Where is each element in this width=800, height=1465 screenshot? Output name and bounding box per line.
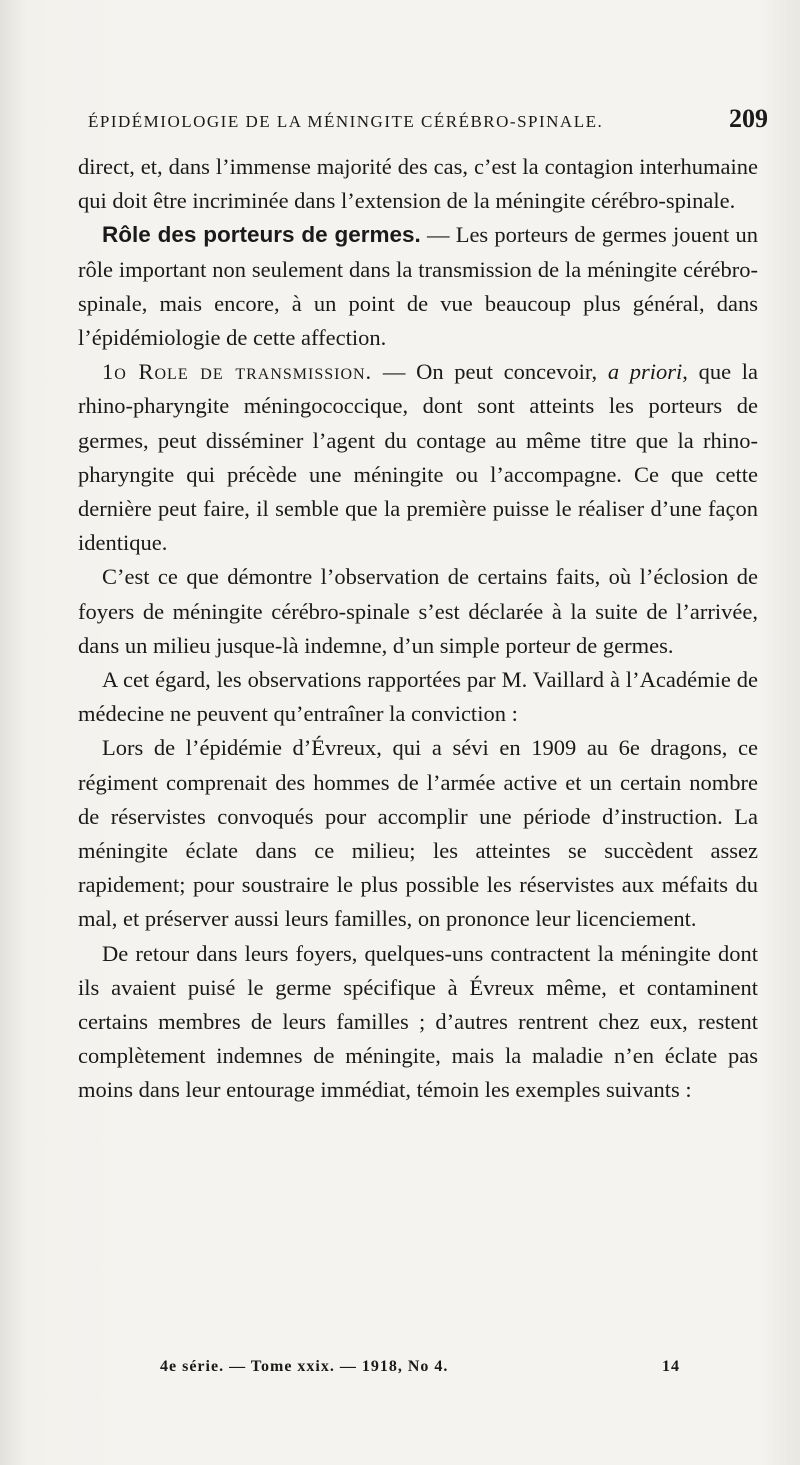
section-heading: Rôle des porteurs de germes.: [102, 222, 421, 248]
paragraph: De retour dans leurs foyers, quelques-uns contractent la méningite dont ils avaient puisé le germe spécifique à Évreux même, et contaminent certains membres de leurs familles ; d’autres rentrent chez eux, restent complètement indemnes de méningite, mais la maladie n’en éclate pas moins dans leur entourage immédiat, témoin les exemples suivants :: [78, 940, 758, 1103]
signature-mark: 14: [662, 1358, 680, 1375]
running-head: [88, 104, 768, 134]
paragraph-text: — Les porteurs de germes jouent un rôle important non seulement dans la transmission de la méningite cérébro-spinale, mais encore, à un point de vue beaucoup plus général, dans l’épidémiologie de cette affection.: [78, 222, 758, 351]
italic-phrase: a priori: [607, 359, 683, 385]
paragraph-text: , que la rhino-pharyngite méningococcique, dont sont atteints les porteurs de germes, peut disséminer l’agent du contage au même titre que la rhino-pharyngite qui précède une méningite ou l’accompagne. Ce que cette dernière peut faire, il semble que la première puisse le réaliser d’une façon identique.: [78, 359, 759, 556]
series-note: 4e série. — Tome xxix. — 1918, No 4.: [160, 1358, 449, 1375]
paragraph-text: — On peut concevoir,: [372, 359, 608, 385]
paragraph: [78, 355, 758, 560]
subsection-heading: 1o Role de transmission.: [102, 359, 373, 385]
running-title: ÉPIDÉMIOLOGIE DE LA MÉNINGITE CÉRÉBRO-SPINALE.: [88, 112, 604, 131]
page-footer: [160, 1358, 680, 1376]
paragraph: C’est ce que démontre l’observation de certains faits, où l’éclosion de foyers de méningite cérébro-spinale s’est déclarée à la suite de l’arrivée, dans un milieu jusque-là indemne, d’un simple porteur de germes.: [78, 564, 758, 658]
paragraph: Lors de l’épidémie d’Évreux, qui a sévi en 1909 au 6e dragons, ce régiment comprenait des hommes de l’armée active et un certain nombre de réservistes convoqués pour accomplir une période d’instruction. La méningite éclate dans ce milieu; les atteintes se succèdent assez rapidement; pour soustraire le plus possible les réservistes aux méfaits du mal, et préserver aussi leurs familles, on prononce leur licenciement.: [78, 735, 758, 932]
paragraph: direct, et, dans l’immense majorité des cas, c’est la contagion interhumaine qui doit être incriminée dans l’extension de la méningite cérébro-spinale.: [78, 154, 758, 214]
paragraph: [78, 218, 758, 355]
page-body: [78, 150, 758, 1108]
page-number: 209: [729, 104, 768, 133]
paragraph: A cet égard, les observations rapportées par M. Vaillard à l’Académie de médecine ne peuvent qu’entraîner la conviction :: [78, 667, 758, 727]
